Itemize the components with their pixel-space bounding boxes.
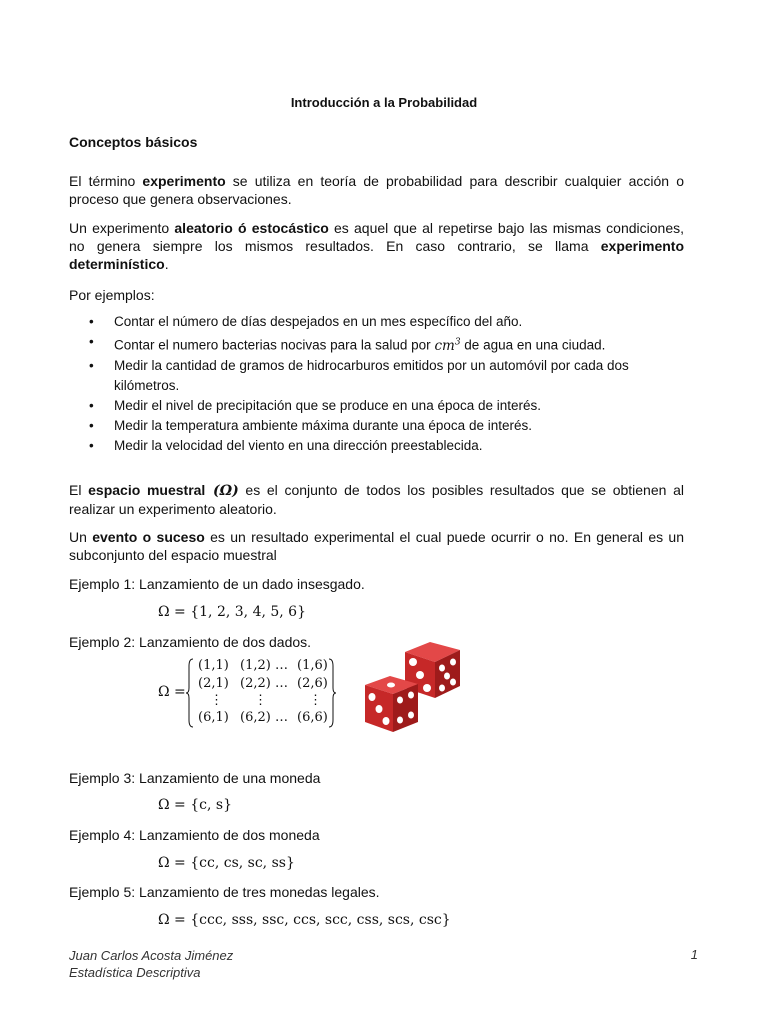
matrix-grid xyxy=(190,658,340,728)
matrix-cell: (2,1) xyxy=(198,676,229,691)
section-heading: Conceptos básicos xyxy=(69,134,198,150)
matrix-cell: (6,1) xyxy=(198,710,229,725)
matrix-cell: (2,2) … xyxy=(240,676,288,691)
term-experimento: experimento xyxy=(142,173,226,189)
example-5-label: Ejemplo 5: Lanzamiento de tres monedas legales. xyxy=(69,884,380,900)
term-espacio-muestral: espacio muestral xyxy=(88,482,206,498)
example-3-label: Ejemplo 3: Lanzamiento de una moneda xyxy=(69,770,321,786)
footer-course: Estadística Descriptiva xyxy=(69,965,201,980)
examples-list xyxy=(69,312,689,456)
matrix-cell: ⋮ xyxy=(254,693,267,708)
example-1-label: Ejemplo 1: Lanzamiento de un dado insesgado. xyxy=(69,576,365,592)
example-1-math: Ω = {1, 2, 3, 4, 5, 6} xyxy=(158,604,306,620)
example-4-math: Ω = {cc, cs, sc, ss} xyxy=(158,855,295,871)
example-2-matrix: Ω = (1,1) (1,2) … (1,6) (2,1) (2,2) … (2,6) ⋮ ⋮ ⋮ (6,1) (6,2) … (6,6) xyxy=(158,658,338,728)
page-title: Introducción a la Probabilidad xyxy=(290,95,478,110)
matrix-cell: (6,2) … xyxy=(240,710,288,725)
matrix-cell: (1,1) xyxy=(198,658,229,673)
matrix-cell: (1,2) … xyxy=(240,658,288,673)
matrix-cell: (2,6) xyxy=(297,676,328,691)
paragraph-aleatorio: Un experimento aleatorio ó estocástico es aquel que al repetirse bajo las mismas condiciones, no genera siempre los mismos resultados. En caso contrario, se llama experimento determinístico. xyxy=(69,220,684,272)
term-evento: evento o suceso xyxy=(92,529,205,545)
list-item: • Medir el nivel de precipitación que se produce en una época de interés. xyxy=(89,397,542,413)
die-front xyxy=(365,676,418,732)
footer xyxy=(69,947,233,981)
list-item: • Medir la temperatura ambiente máxima durante una época de interés. xyxy=(89,417,532,433)
matrix-cell: (6,6) xyxy=(297,710,328,725)
example-3-math: Ω = {c, s} xyxy=(158,797,232,813)
matrix-cell: ⋮ xyxy=(210,693,223,708)
paragraph-espacio-muestral: El espacio muestral (Ω) es el conjunto de todos los posibles resultados que se obtienen al realizar un experimento aleatorio. xyxy=(69,482,684,517)
matrix-cell: ⋮ xyxy=(309,693,322,708)
list-item: • Medir la cantidad de gramos de hidrocarburos emitidos por un automóvil por cada dos kilómetros. xyxy=(89,357,629,393)
matrix-cell: (1,6) xyxy=(297,658,328,673)
example-2-label: Ejemplo 2: Lanzamiento de dos dados. xyxy=(69,634,312,650)
example-4-label: Ejemplo 4: Lanzamiento de dos moneda xyxy=(69,827,320,843)
example-5-math: Ω = {ccc, sss, ssc, ccs, scc, css, scs, csc} xyxy=(158,912,451,928)
paragraph-por-ejemplos: Por ejemplos: xyxy=(69,287,155,303)
list-item: • Contar el número de días despejados en un mes específico del año. xyxy=(89,314,523,329)
paragraph-evento: Un evento o suceso es un resultado experimental el cual puede ocurrir o no. En general es un subconjunto del espacio muestral xyxy=(69,529,685,563)
footer-author: Juan Carlos Acosta Jiménez xyxy=(69,948,234,963)
dice-illustration xyxy=(360,640,465,735)
paragraph-experimento: El término experimento se utiliza en teoría de probabilidad para describir cualquier acción o proceso que genera observaciones. xyxy=(69,173,684,207)
term-aleatorio: aleatorio ó estocástico xyxy=(174,220,329,236)
page-number: 1 xyxy=(690,947,698,962)
list-item: • Medir la velocidad del viento en una dirección preestablecida. xyxy=(89,437,483,453)
right-brace xyxy=(328,658,336,728)
list-item: • Contar el numero bacterias nocivas para la salud por $cm^3$ de agua en una ciudad. xyxy=(89,334,606,354)
term-deterministico: experimento determinístico xyxy=(69,238,684,272)
